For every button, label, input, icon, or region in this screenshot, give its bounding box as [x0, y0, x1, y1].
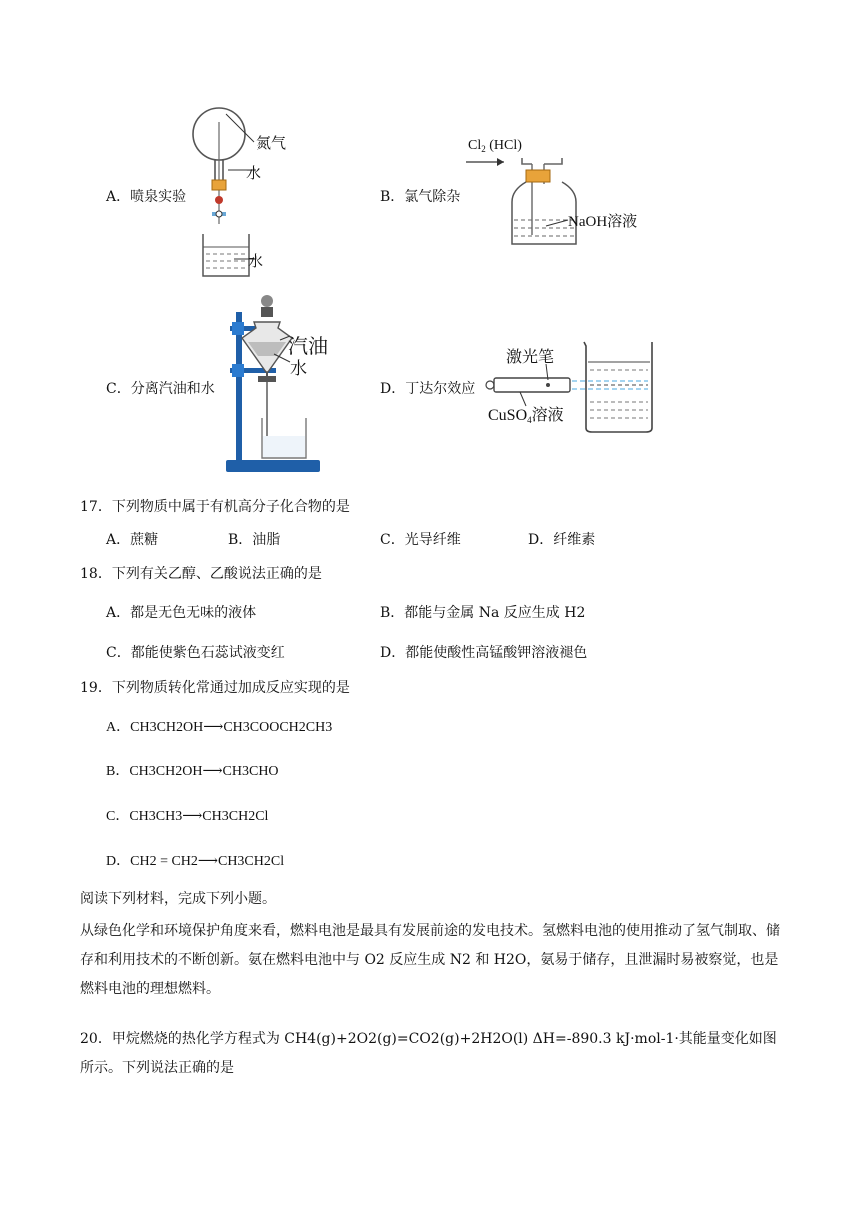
naoh-solution-label: NaOH溶液: [568, 214, 638, 230]
q18-option-d: [380, 642, 587, 662]
option-letter: A．: [106, 720, 131, 735]
separating-funnel-diagram: [222, 292, 332, 480]
q17-option-a: [106, 529, 158, 549]
option-text: 丁达尔效应: [405, 381, 476, 397]
option-text: 都能使紫色石蕊试液变红: [130, 645, 285, 661]
option-letter: B．: [380, 605, 405, 621]
option-text: 油脂: [252, 532, 281, 548]
option-text: 分离汽油和水: [130, 381, 215, 397]
q19-option-d: [106, 850, 284, 870]
option-letter: A．: [106, 532, 131, 548]
water-label-bottom: 水: [248, 252, 264, 270]
q18-option-a: [106, 602, 256, 622]
option-text: 蔗糖: [130, 532, 159, 548]
option-letter: D．: [106, 854, 131, 869]
q17-option-b: [228, 529, 280, 549]
option-letter: C．: [106, 645, 131, 661]
reading-intro: 阅读下列材料，完成下列小题。: [80, 891, 276, 907]
cl2-hcl-label: $Cl_2$ (HCl): [468, 138, 522, 154]
option-letter: B．: [228, 532, 253, 548]
option-letter: A．: [106, 189, 131, 205]
option-c-figure-caption: [106, 378, 215, 398]
nitrogen-label: 氮气: [256, 134, 287, 152]
gasoline-label: 汽油: [288, 334, 328, 358]
option-text: 氯气除杂: [404, 189, 461, 205]
fountain-apparatus-diagram: [186, 104, 306, 284]
reading-material: 从绿色化学和环境保护角度来看，燃料电池是最具有发展前途的发电技术。氢燃料电池的使用推动了氢气制取、储存和利用技术的不断创新。氨在燃料电池中与 O2 反应生成 N2 和 H2O，氨易于储存，且泄漏时易被察觉，也是燃料电池的理想燃料。: [80, 923, 780, 997]
option-text: 纤维素: [553, 532, 596, 548]
option-text: 喷泉实验: [130, 189, 187, 205]
q19-option-c: [106, 805, 268, 825]
q19-option-a: [106, 716, 332, 736]
option-text: 光导纤维: [404, 532, 461, 548]
option-b-figure-caption: [380, 186, 460, 206]
q18-stem: 18．下列有关乙醇、乙酸说法正确的是: [80, 566, 322, 582]
laser-pen-label: 激光笔: [506, 347, 555, 366]
option-text: 都能使酸性高锰酸钾溶液褪色: [405, 645, 588, 661]
option-letter: D．: [528, 532, 554, 548]
q17-option-c: [380, 529, 461, 549]
option-letter: C．: [380, 532, 405, 548]
q19-option-b: [106, 760, 279, 780]
q18-option-c: [106, 642, 285, 662]
q18-option-b: [380, 602, 585, 622]
q17-option-d: [528, 529, 595, 549]
option-text: CH3CH2OH⟶CH3CHO: [129, 764, 279, 779]
q20-stem: 20．甲烷燃烧的热化学方程式为 CH4(g)+2O2(g)=CO2(g)+2H2O(l) ΔH=-890.3 kJ·mol-1·其能量变化如图所示。下列说法正确的是: [80, 1031, 777, 1076]
water-label-c: 水: [290, 359, 307, 379]
option-text: CH3CH2OH⟶CH3COOCH2CH3: [130, 720, 333, 735]
option-text: CH2 = CH2⟶CH3CH2Cl: [130, 854, 285, 869]
water-label-top: 水: [246, 164, 262, 182]
option-letter: C．: [106, 381, 131, 397]
tyndall-effect-diagram: [480, 336, 660, 436]
option-letter: D．: [380, 381, 406, 397]
option-a-figure-caption: [106, 186, 186, 206]
option-letter: B．: [106, 764, 130, 779]
option-text: 都是无色无味的液体: [130, 605, 257, 621]
q19-stem: 19．下列物质转化常通过加成反应实现的是: [80, 680, 350, 696]
option-text: 都能与金属 Na 反应生成 H2: [404, 605, 586, 621]
option-letter: D．: [380, 645, 406, 661]
option-d-figure-caption: [380, 378, 475, 398]
cuso4-solution-label: CuSO$_4$溶液: [488, 407, 564, 425]
gas-washing-bottle-diagram: [462, 150, 622, 250]
option-text: CH3CH3⟶CH3CH2Cl: [129, 809, 269, 824]
q17-stem: 17．下列物质中属于有机高分子化合物的是: [80, 499, 350, 515]
option-letter: A．: [106, 605, 131, 621]
option-letter: B．: [380, 189, 405, 205]
option-letter: C．: [106, 809, 130, 824]
